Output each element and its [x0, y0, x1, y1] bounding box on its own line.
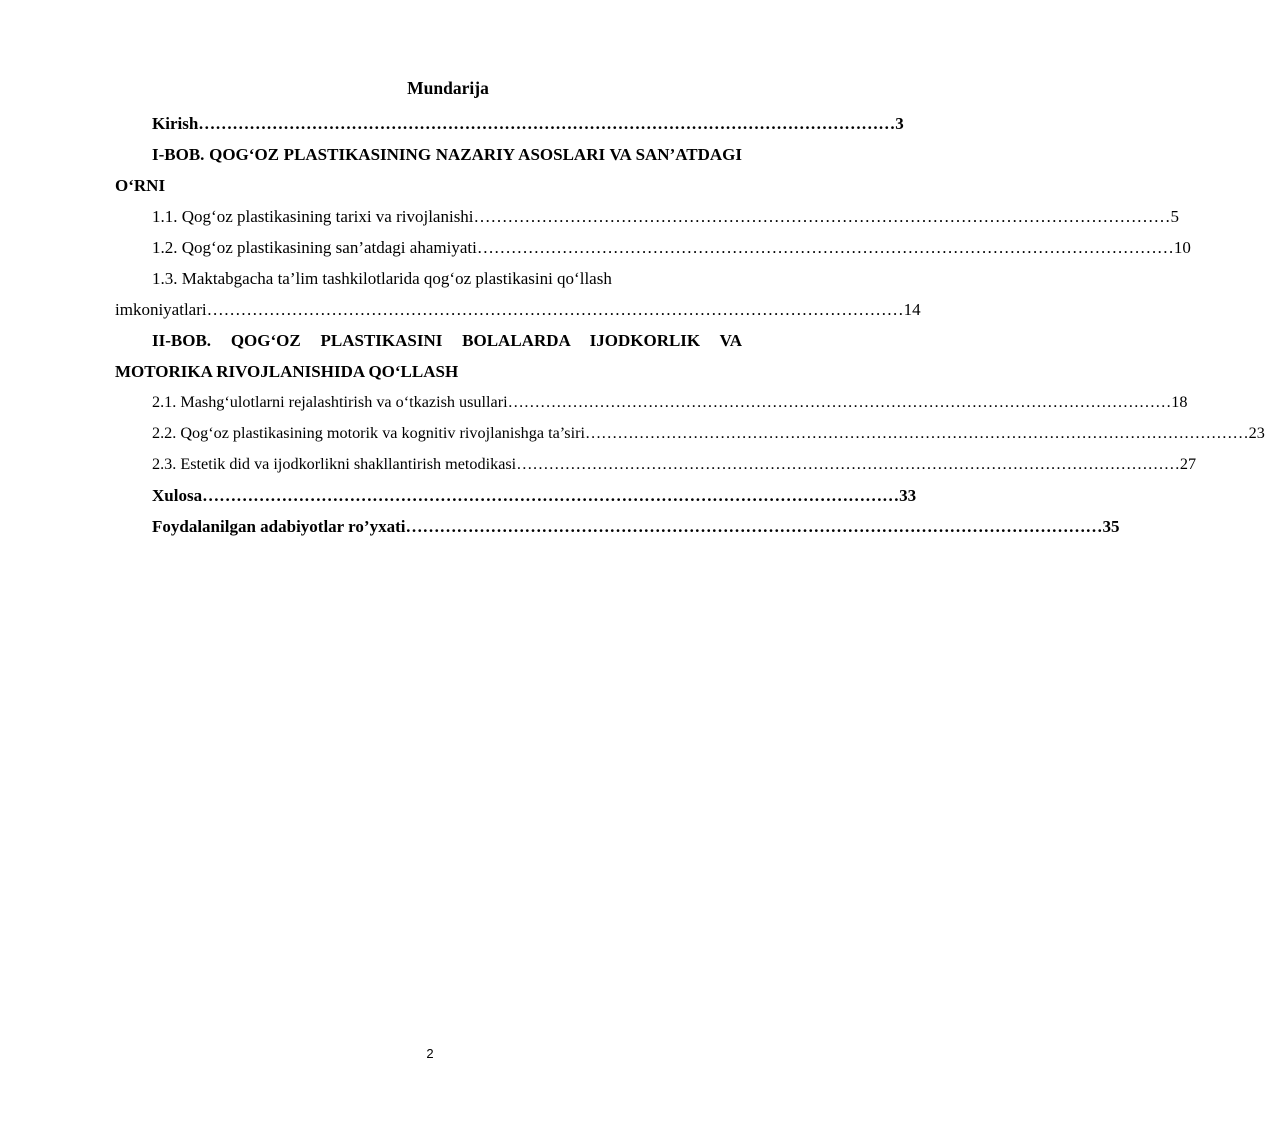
- toc-entry-1-1: [115, 201, 1180, 232]
- toc-entry-page: 14: [903, 300, 921, 319]
- toc-entry-page: 18: [1171, 393, 1188, 411]
- toc-entry-1-2: [115, 232, 1191, 263]
- page-title: Mundarija: [407, 78, 489, 98]
- dot-leader: ……………………………………………………………………………………………………………: [476, 238, 1174, 257]
- toc-entry-2-1: [115, 387, 1188, 418]
- toc-chapter-1-heading: I-BOB. QOG‘OZ PLASTIKASINING NAZARIY ASOSLARI VA SAN’ATDAGI O‘RNI: [115, 145, 742, 195]
- dot-leader: ……………………………………………………………………………………………………………: [516, 455, 1180, 473]
- toc-entry-2-2: [115, 418, 1265, 449]
- toc-entry-label: 1.2. Qog‘oz plastikasining san’atdagi ahamiyati: [152, 238, 477, 257]
- toc-entry-page: 10: [1173, 238, 1191, 257]
- toc-entry-references: [115, 511, 1120, 542]
- toc-entry-label: Kirish: [152, 114, 199, 133]
- dot-leader: ……………………………………………………………………………………………………………: [202, 486, 900, 505]
- toc-entry-label: 2.1. Mashg‘ulotlarni rejalashtirish va o‘tkazish usullari: [152, 393, 508, 411]
- toc-entry-page: 27: [1179, 455, 1197, 473]
- toc-entry-2-3: [115, 449, 1197, 480]
- toc-entry-1-3-cont: [115, 294, 921, 325]
- toc-entry-intro: [115, 108, 904, 139]
- toc-entry-page: 33: [899, 486, 917, 505]
- toc-entry-label-line2: imkoniyatlari: [115, 300, 207, 319]
- dot-leader: ……………………………………………………………………………………………………………: [405, 517, 1103, 536]
- table-of-contents: [115, 108, 1265, 542]
- toc-entry-label: 2.2. Qog‘oz plastikasining motorik va kognitiv rivojlanishga ta’siri: [152, 424, 585, 442]
- toc-entry-label-line1: 1.3. Maktabgacha ta’lim tashkilotlarida qog‘oz plastikasini qo‘llash: [152, 269, 612, 288]
- dot-leader: ……………………………………………………………………………………………………………: [584, 424, 1249, 442]
- dot-leader: ……………………………………………………………………………………………………………: [507, 393, 1172, 411]
- toc-entry-label: Foydalanilgan adabiyotlar ro’yxati: [152, 517, 406, 536]
- toc-entry-label: 2.3. Estetik did va ijodkorlikni shakllantirish metodikasi: [152, 455, 517, 473]
- toc-entry-page: 23: [1248, 424, 1265, 442]
- dot-leader: ……………………………………………………………………………………………………………: [206, 300, 904, 319]
- toc-entry-page: 35: [1102, 517, 1120, 536]
- toc-entry-page: 5: [1170, 207, 1180, 226]
- toc-entry-page: 3: [895, 114, 904, 133]
- toc-chapter-2-heading: II-BOB. QOG‘OZ PLASTIKASINI BOLALARDA IJODKORLIK VA MOTORIKA RIVOJLANISHIDA QO‘LLASH: [115, 331, 742, 381]
- toc-entry-label: 1.1. Qog‘oz plastikasining tarixi va rivojlanishi: [152, 207, 474, 226]
- toc-entry-label: Xulosa: [152, 486, 203, 505]
- page-number: 2: [426, 1046, 434, 1061]
- dot-leader: ……………………………………………………………………………………………………………: [473, 207, 1171, 226]
- dot-leader: ……………………………………………………………………………………………………………: [198, 114, 896, 133]
- toc-entry-1-3: [115, 263, 742, 294]
- toc-entry-conclusion: [115, 480, 917, 511]
